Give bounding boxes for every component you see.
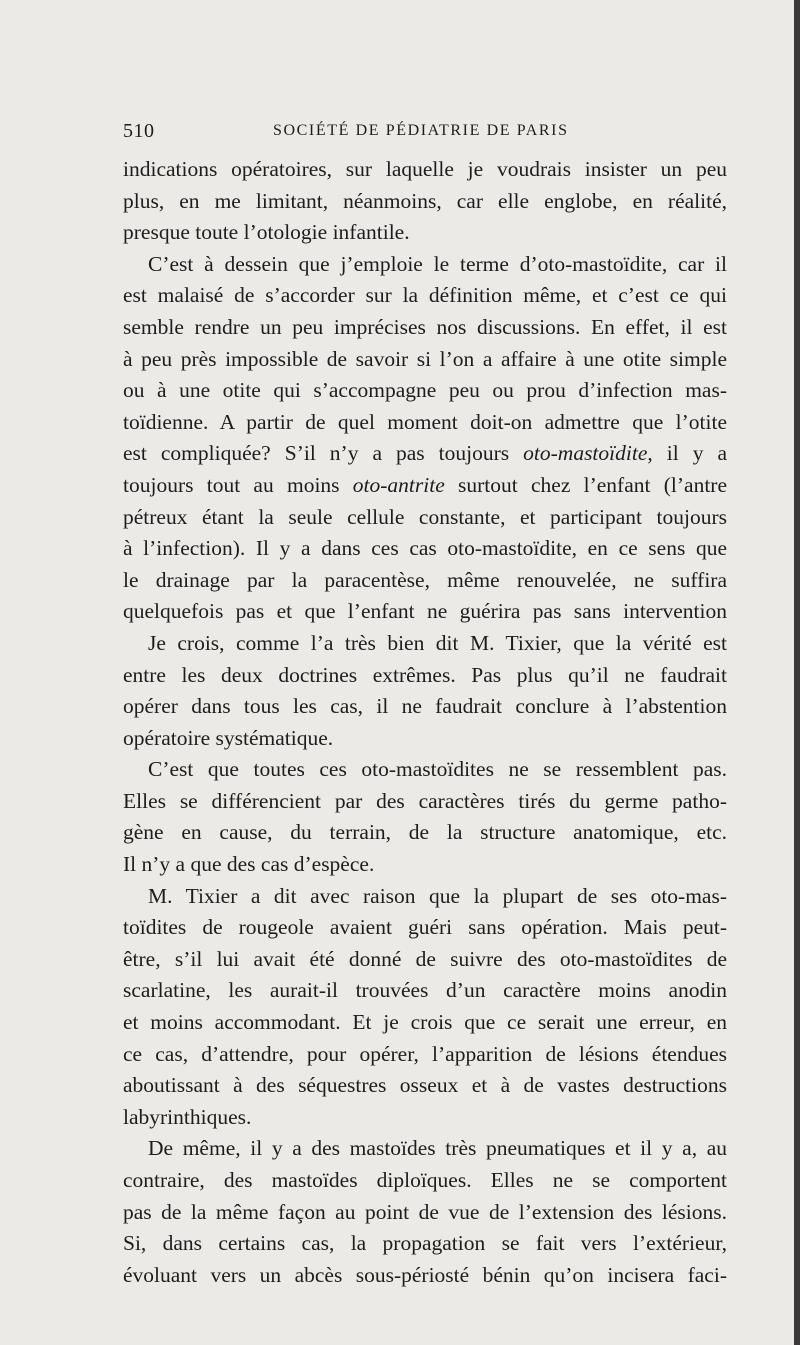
paragraph-2	[123, 249, 727, 628]
text-line: opérer dans tous les cas, il ne faudrait conclure à l’abstention	[123, 694, 727, 719]
page-number: 510	[123, 120, 155, 142]
text-line-with-italic	[123, 438, 727, 470]
text-line: scarlatine, les aurait-il trouvées d’un caractère moins anodin	[123, 978, 727, 1003]
paragraph-3	[123, 628, 727, 754]
text-line: toïdites de rougeole avaient guéri sans opération. Mais peut-	[123, 915, 727, 940]
text-segment: est compliquée? S’il n’y a pas toujours	[123, 441, 524, 466]
text-line: entre les deux doctrines extrêmes. Pas plus qu’il ne faudrait	[123, 662, 727, 687]
text-line: Si, dans certains cas, la propagation se fait vers l’extérieur,	[123, 1231, 727, 1256]
text-line: Elles se différencient par des caractères tirés du germe patho-	[123, 788, 727, 813]
text-line: est malaisé de s’accorder sur la définition même, et c’est ce qui	[123, 283, 727, 308]
text-line: pas de la même façon au point de vue de l’extension des lésions.	[123, 1199, 727, 1224]
running-title: SOCIÉTÉ DE PÉDIATRIE DE PARIS	[273, 122, 569, 139]
text-line: M. Tixier a dit avec raison que la plupart de ses oto-mas-	[148, 883, 727, 908]
text-line: C’est à dessein que j’emploie le terme d’oto-mastoïdite, car il	[148, 251, 727, 276]
text-line: plus, en me limitant, néanmoins, car elle englobe, en réalité,	[123, 188, 727, 213]
italic-term: oto-antrite	[352, 472, 445, 497]
text-line: Il n’y a que des cas d’espèce.	[123, 852, 375, 877]
text-line: Je crois, comme l’a très bien dit M. Tixier, que la vérité est	[148, 630, 727, 655]
text-line: De même, il y a des mastoïdes très pneumatiques et il y a, au	[148, 1136, 727, 1161]
page-header	[123, 120, 727, 146]
text-segment: toujours tout au moins	[123, 472, 353, 497]
text-line: évoluant vers un abcès sous-périosté bénin qu’on incisera faci-	[123, 1262, 727, 1287]
text-line: gène en cause, du terrain, de la structure anatomique, etc.	[123, 820, 727, 845]
text-line: opératoire systématique.	[123, 725, 334, 750]
text-line: pétreux étant la seule cellule constante, et participant toujours	[123, 504, 727, 529]
paragraph-6	[123, 1133, 727, 1291]
text-line: le drainage par la paracentèse, même renouvelée, ne suffira	[123, 567, 727, 592]
paragraph-4	[123, 754, 727, 880]
text-segment: , il y a	[647, 441, 727, 466]
text-line: quelquefois pas et que l’enfant ne guérira pas sans intervention	[123, 599, 727, 624]
text-line: aboutissant à des séquestres osseux et à de vastes destructions	[123, 1073, 727, 1098]
text-line: ce cas, d’attendre, pour opérer, l’apparition de lésions étendues	[123, 1041, 727, 1066]
text-line: indications opératoires, sur laquelle je voudrais insister un peu	[123, 157, 727, 181]
paragraph-5	[123, 881, 727, 1134]
page-edge-shadow	[794, 0, 800, 1345]
text-line: contraire, des mastoïdes diploïques. Elles ne se comportent	[123, 1168, 727, 1192]
text-line-with-italic	[123, 470, 727, 502]
body-text	[123, 154, 727, 1291]
italic-term: oto-mastoïdite	[523, 441, 648, 466]
text-line: toïdienne. A partir de quel moment doit-on admettre que l’otite	[123, 409, 727, 434]
text-line: C’est que toutes ces oto-mastoïdites ne se ressemblent pas.	[148, 757, 727, 782]
text-line: semble rendre un peu imprécises nos discussions. En effet, il est	[123, 314, 727, 339]
text-segment: surtout chez l’enfant (l’antre	[444, 472, 727, 497]
text-line: presque toute l’otologie infantile.	[123, 220, 410, 245]
text-line: être, s’il lui avait été donné de suivre des oto-mastoïdites de	[123, 946, 727, 971]
text-line: labyrinthiques.	[123, 1104, 252, 1129]
paragraph-1	[123, 154, 727, 249]
text-line: à peu près impossible de savoir si l’on a affaire à une otite simple	[123, 346, 727, 371]
text-line: et moins accommodant. Et je crois que ce serait une erreur, en	[123, 1010, 727, 1035]
text-line: ou à une otite qui s’accompagne peu ou prou d’infection mas-	[123, 378, 727, 403]
text-line: à l’infection). Il y a dans ces cas oto-mastoïdite, en ce sens que	[123, 536, 727, 561]
